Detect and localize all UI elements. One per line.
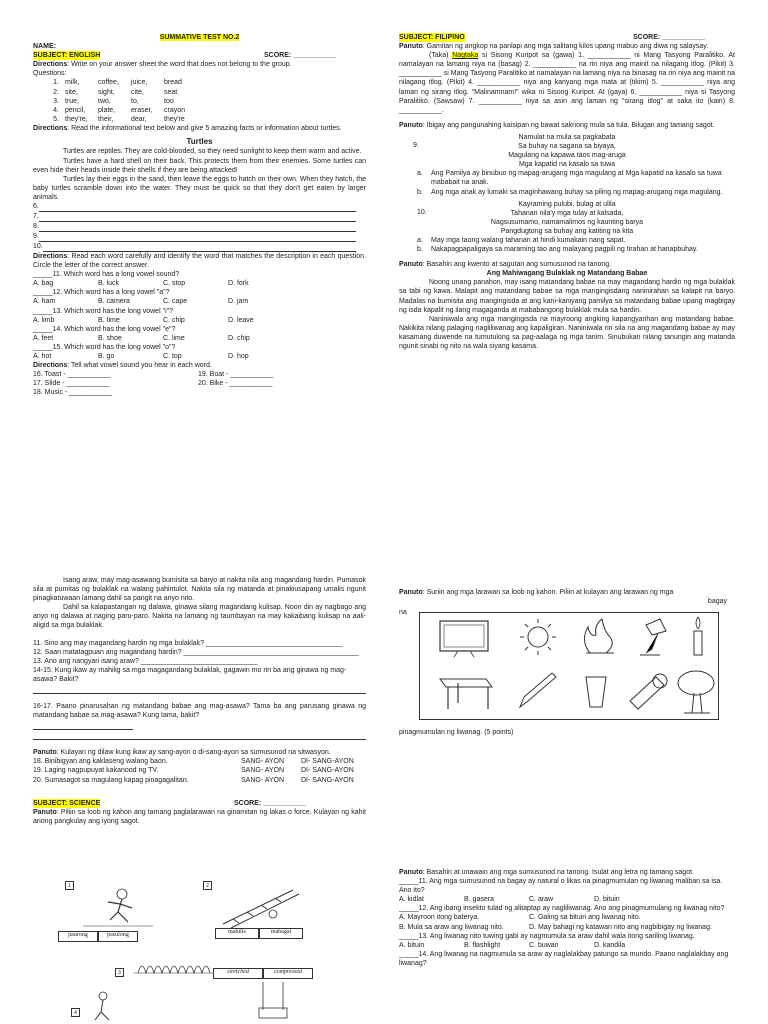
light-sources-section: Panuto: Suriin ang mga larawan sa loob ng kahon. Piliin at kulayan ang larawan ng mga bagay na pinagmumulan ng liwanag. (5 points) [399,588,735,737]
list-item: 4. pencil, plate, eraser, crayon [53,106,186,114]
panuto-3: Panuto: Basahin ang kwento at sagutan ang sumusunod na tanong. [399,261,612,269]
agree-option[interactable]: SANG- AYON [241,767,285,775]
tv-picture[interactable] [440,621,488,657]
story-question: 14-15. Kung ikaw ay mahilig sa mga magagandang bulaklak, gagawin mo rin ba ang ginawa ng mag-asawa? Bakit? [33,666,347,683]
test-title: SUMMATIVE TEST NO.2 [159,34,240,41]
list-item: 3. true, two, to, too [53,97,174,105]
directions-2: Directions: Read the informational text below and give 5 amazing facts or information about turtles. [33,124,342,132]
word-groups [33,78,366,123]
panuto-questions: Panuto: Basahin at unawain ang mga sumusunod na tanong. Isulat ang letra ng tamang sagot. [399,869,694,876]
list-item: 5. they're, their, dear, they're [53,115,185,123]
list-item: 1. milk, coffee, juice, bread [53,79,182,87]
answers-10 [399,236,735,254]
story-question: 11. Sino ang may magandang hardin ng mga bulaklak? ___________________________________ [33,639,343,647]
answer-line[interactable] [33,684,366,694]
mc-question: _____11. Which word has a long vowel sound? A. bag B. luck C. stop D. fork [33,271,249,288]
answer-line-9[interactable]: 9. [33,232,366,242]
box-number: 3 [115,968,124,977]
vowel-words: 16. Toast - ___________ 19. Boat - ___________ 17. Slide - ___________ 20. Bike - ___________ 18. Music - ___________ [33,371,274,397]
situation-row: 19. Laging nagpupuyat kakanood ng TV. SANG- AYON DI- SANG-AYON [33,766,366,775]
light-instruction-end: pinagmumulan ng liwanag. (5 points) [399,729,514,737]
disagree-option[interactable]: DI- SANG-AYON [301,776,354,784]
answer-line[interactable] [33,730,366,740]
story-question: 16-17. Paano pinarusahan ng matandang babae ang mag-asawa? Tama ba ang parusang ginawa ng matandang babae sa mag-asawa? Kung tama, bakit? [33,703,366,720]
directions-1: Directions: Write on your answer sheet the word that does not belong to the group. [33,61,292,69]
label-mabilis[interactable]: mabilis [215,928,259,939]
situation-row: 18. Binibigyan ang kaklaseng walang baon. SANG- AYON DI- SANG-AYON [33,757,366,766]
story-paragraph-1: Noong unang panahon, may isang matandang babae na may magandang hardin ng mga bulaklak sa tabi ng kawa. Malapit ang matandang babae sa mga mangingisdang naninirahan sa kalapit na baryo. Madalas na bumisita ang mangingisda at ang kani-kaniyang pamilya sa matandang babae upang magbigay ng isda kapalit ng ilang magaganda at mababangong bulaklak mula sa hardin. [399,279,735,314]
name-label: NAME: [33,43,56,51]
label-stretched[interactable]: stretched [213,968,263,979]
questions-label: Questions: [33,70,67,78]
poem-9: 9. Namulat na mula sa pagkabata Sa buhay na sagana sa biyaya, Magulang na kapawa taos mag-aruga Mga kapatid na kasalo sa tuwa [413,133,626,169]
candle-picture[interactable] [694,617,702,655]
mc-question: _____13. Which word has the long vowel "i"? A. limb B. time C. chip D. leave [33,307,254,324]
turtles-paragraph-1: Turtles are reptiles. They are cold-blooded, so they need sunlight to keep them warm and active. [63,148,362,156]
story-title: Ang Mahiwagang Bulaklak ng Matandang Babae [486,270,648,278]
box-number: 2 [203,881,212,890]
pictures-box [419,612,719,720]
mc-question: _____15. Which word has the long vowel "o"? A. hot B. go C. top D. hop [33,343,249,361]
label-mabagal[interactable]: mabagal [259,928,303,939]
answer-line-10[interactable]: 10. [33,242,366,252]
subject-filipino: SUBJECT: FILIPINO [399,34,465,41]
table-picture[interactable] [440,679,492,709]
glass-picture[interactable] [586,677,606,707]
skater-figure [83,990,123,1024]
mc-question: _____12. Ang ibang insekto tulad ng alitaptap ay nagliliwanag. Ano ang pinagmumulang ng liwanag nito? A. Mayroon itong baterya. C. Galing sa bituin ang liwanag nito. B. Mula sa araw ang liwanag nito. D. May bahagi ng katawan nito ang nagbibigay ng liwanag. [399,905,725,931]
subject-science: SUBJECT: SCIENCE [33,799,101,807]
panuto-2: Panuto: Ibigay ang pangunahing kaisipan ng bawat saknong mula sa tula. Bilugan ang tamang sagot. [399,121,715,129]
pencil-picture[interactable] [520,673,556,707]
filipino-section [399,33,735,351]
label-paurong[interactable]: paurong [58,931,98,942]
filipino-continued-section [33,576,366,826]
panuto-1: Panuto: Gamitan ng angkop na panlapi ang mga salitang kilos upang mabuo ang diwa ng salaysay. [399,43,709,51]
light-questions-section [399,868,735,968]
option-a[interactable]: a. May mga taong walang tahanan at hindi kumakain nang sapat. [417,236,626,244]
mc-question: _____13. Ang liwanag nito tuwing gabi ay nagmumula sa araw dahil wala itong sariling liwanag. A. bituin B. flashlight C. buwan D. kandila [399,932,695,949]
disagree-option[interactable]: DI- SANG-AYON [301,758,354,766]
option-b[interactable]: b. Ang mga anak ay lumaki sa maginhawang buhay sa piling ng mapag-arugang mga magulang. [417,188,723,196]
story-paragraph-3: Isang araw, may mag-asawang bumisita sa baryo at nakita nila ang magandang hardin. Pumasok sila at pumitas ng bulaklak na walang pahintulot. Nakita sila ng matanda at pinakiusapang umalis ngunit pinagkatuwaan lamang dahil sa pangit na anyo nito. [33,577,366,603]
mc-question: _____14. Ang liwanag na nagmumula sa araw ay naglalakbay patungo sa mundo. Paano naglalakbay ang liwanag? [399,950,729,967]
story-paragraph-4: Dahil sa kalapastangan ng dalawa, ginawa silang magandang kulisap. Noon din ay nagbago ang anyo ng dalawa at naging paru-paro. Nakita na lamang ng taumbayan na may kakaibang kulisap na aali-aligid sa mga bulaklak. [33,604,366,630]
answer-line-8[interactable]: 8. [33,222,366,232]
turtles-title: Turtles [186,137,213,147]
box-number: 4 [71,1008,80,1017]
poem-10: 10. Kayraming pulubi, bulag at ulila Tahanan nila'y mga tulay at kalsada, Nagsusumamo, namamalimos ng kaunting barya Pangdugtong sa buhay ang katiting na kita [417,200,644,235]
tree-picture[interactable] [678,671,714,713]
subject-english: SUBJECT: ENGLISH [33,52,101,60]
science-figures [33,878,366,1024]
answers-9 [399,169,735,196]
fire-picture[interactable] [584,619,614,653]
option-a[interactable]: a. Ang Pamilya ay binubuo ng mapag-arugang mga magulang at Mga kapatid na kasalo sa tuwa mababait na anak. [417,170,722,187]
english-section [33,33,366,397]
turtles-paragraph-3: Turtles lay their eggs in the sand, then leave the eggs to hatch on their own. When they hatch, the baby turtles scramble down into the water. They must be quick so that they don't get eaten by larger animals. [33,175,366,201]
story-question: 12. Saan matatagpuan ang magandang hardin? _____________________________________________ [33,648,359,656]
score-label-science: SCORE: ___________ [234,799,306,807]
answer-line-6[interactable]: 6. [33,202,366,212]
answer-line-7[interactable]: 7. [33,212,366,222]
runner-figure [78,886,158,931]
list-item: 2. site, sight, cite, seat [53,88,178,96]
mc-question: _____14. Which word has the long vowel "e"? A. feet B. shoe C. lime D. chip [33,325,250,342]
option-b[interactable]: b. Nakapagpapaligaya sa maraming tao ang malayang pagpili ng tirahan at hanapbuhay. [417,246,698,254]
flashlight-picture[interactable] [630,674,667,709]
mc-question: _____12. Which word has a long vowel "a"? A. ham B. camera C. cape D. jam [33,289,249,306]
panuto-4: Panuto: Kulayan ng dilaw kung ikaw ay sang-ayon o di-sang-ayon sa sumusunod na sitwasyon. [33,749,331,757]
fact-lines [33,202,366,252]
story-question: 13. Ano ang nangyari isang araw? ______________________________ [33,657,258,665]
ladder-figure [213,884,303,932]
panuto-science: Panuto: Piliin sa loob ng kahon ang tamang paglalarawan na ginamitan ng lakas o force. Kulayan ng kahit anong pangkulay ang iyong sagot. [33,808,366,825]
agree-option[interactable]: SANG- AYON [241,776,285,784]
score-label-filipino: SCORE: ___________ [633,34,705,41]
mc-question: _____11. Ang mga sumusunod na bagay ay natural o likas na pinagmumulan ng liwanag maliban sa isa. Ano ito? A. kidlat B. gasera C. araw D. bituin [399,878,723,904]
situation-row: 20. Sumasagot sa magulang kapag pinagagalitan. SANG- AYON DI- SANG-AYON [33,776,366,785]
score-label: SCORE: ___________ [264,52,336,60]
label-pasulong[interactable]: pasulong [98,931,138,942]
story-paragraph-2: Naniniwala ang mga mangingisda na mayroong angking kapangyarihan ang matandang babae. Nakikita nilang palaging nagliliwanag ang kapaligiran. Naniniwala rin sila na ang magandang babae ay may kasamang duwende na tumutulong sa pag-aalaga ng mga tanim. Sinubukan nilang tanungin ang matanda ngunit sinabi ng nito na wala siyang kasama. [399,315,735,350]
panuto-light: Panuto: Suriin ang mga larawan sa loob ng kahon. Piliin at kulayan ang larawan ng mga [399,589,674,596]
label-compressed[interactable]: compressed [263,968,313,979]
sun-picture[interactable] [520,619,556,655]
directions-3: Directions: Read each word carefully and identify the word that matches the description in each question. Circle the letter of the correct answer. [33,252,366,270]
agree-option[interactable]: SANG- AYON [241,758,285,766]
box-number: 1 [65,881,74,890]
disagree-option[interactable]: DI- SANG-AYON [301,767,354,775]
lamp-picture[interactable] [640,619,666,655]
directions-4: Directions: Tell what vowel sound you hear in each word. [33,362,212,370]
answer-line[interactable] [33,720,133,730]
weight-figure [253,980,293,1020]
turtles-paragraph-2: Turtles have a hard shell on their back. This protects them from their enemies. Some turtles can even hide their heads inside their shells if they are being attacked! [33,157,366,174]
story-fill-in: (Taka) Nagtaka si Sisong Kuripot sa (gawa) 1. ___________ ni Mang Tasyong Paralitiko. At namalayan na lamang niya na (basag) 2. ___________ na rin niya ang mainit na nilagang itlog. (Pikit) 3. ___________ si Mang Tasyong Paralitiko at namalayan na lamang niya na binasag na rin niya ang mainit na nilagang itlog. (Pikit) 4. ___________ niya ang kanyang mga mata at (tikim) 5. ___________ niya ang laman ng sirang itlog. "Malinamnam!" wika ni Sisong Kuripot. At (gaya) 6. ___________ niya si Tasyong Paralitiko. (Sawsaw) 7. ___________ niya sa asin ang laman ng "sirang itlog" at saka ito (kain) 8. ___________. [399,52,735,114]
pictures [420,613,720,721]
